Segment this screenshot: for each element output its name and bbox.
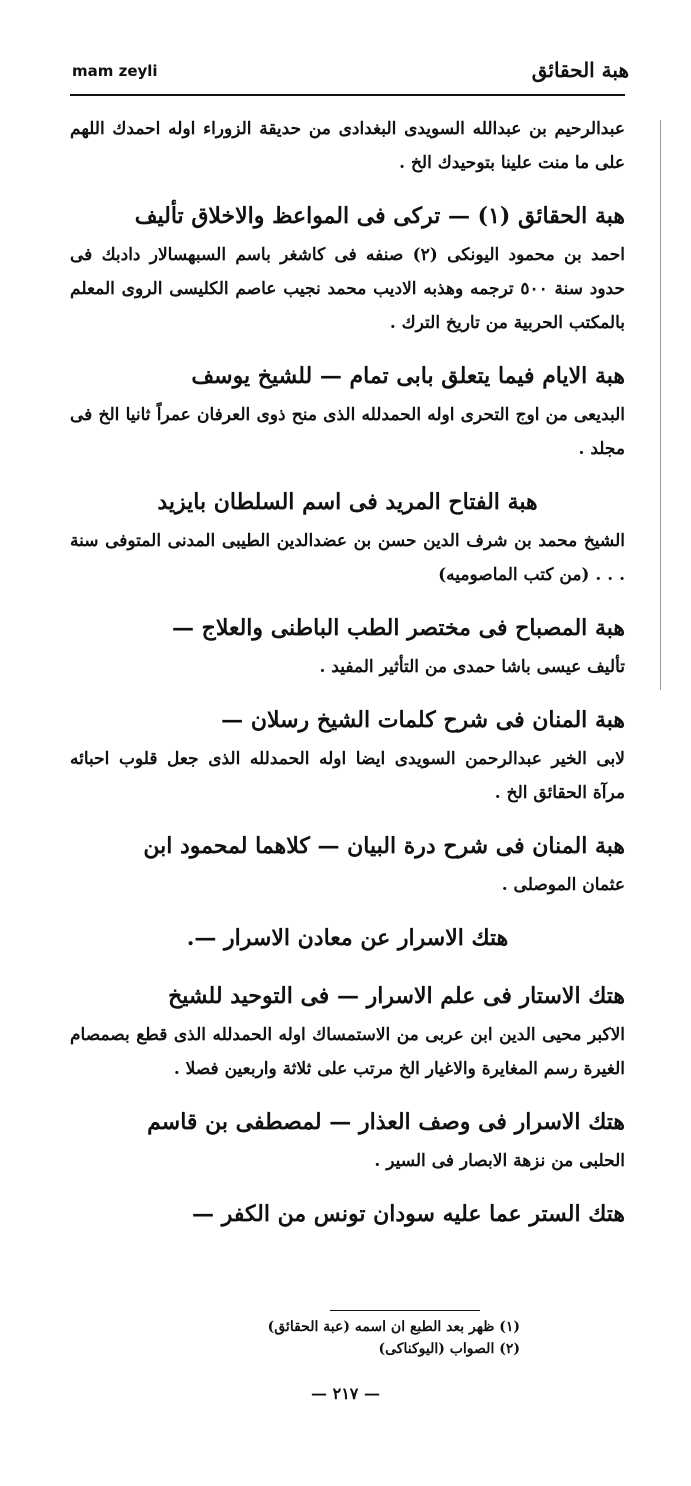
header-rule [70, 94, 625, 96]
footnote: (١) ظهر بعد الطبع ان اسمه (عبة الحقائق) [267, 1319, 520, 1335]
entry [70, 698, 625, 810]
entry-title: هتك الاسرار فى وصف العذار — لمصطفى بن قاسم [147, 1109, 625, 1135]
entry-title: هتك الستر عما عليه سودان تونس من الكفر — [192, 1201, 625, 1227]
entry [70, 112, 625, 180]
footnotes [200, 1316, 630, 1360]
entry-title: هبة المنان فى شرح درة البيان — كلاهما لمحمود ابن [143, 833, 625, 859]
entry-body: الحلبى من نزهة الابصار فى السير . [374, 1151, 625, 1171]
entry [70, 974, 625, 1086]
entry-body: عبدالرحيم بن عبدالله السويدى البغدادى من حديقة الزوراء اوله احمدك اللهم على ما منت علينا بتوحيدك الخ . [70, 119, 625, 173]
entry-title: هبة الحقائق (١) — تركى فى المواعظ والاخلاق تأليف [134, 203, 625, 229]
entry-title: هبة المصباح فى مختصر الطب الباطنى والعلاج — [172, 615, 625, 641]
entry [70, 824, 625, 902]
entry-body: عثمان الموصلى . [501, 875, 625, 895]
entry-body: الشيخ محمد بن شرف الدين حسن بن عضدالدين الطيبى المدنى المتوفى سنة . . . (من كتب الماصوميه) [70, 531, 625, 585]
entry [70, 480, 625, 592]
entry [70, 1100, 625, 1178]
entry-title: هبة الفتاح المريد فى اسم السلطان بايزيد [157, 489, 538, 515]
entry [70, 1192, 625, 1236]
running-header-title: هبة الحقائق [531, 58, 629, 82]
margin-line [660, 120, 661, 690]
entry-title: هبة المنان فى شرح كلمات الشيخ رسلان — [221, 707, 625, 733]
footnote: (٢) الصواب (اليوكناكى) [378, 1341, 520, 1357]
entry-title: هبة الايام فيما يتعلق بابى تمام — للشيخ يوسف [191, 363, 625, 389]
entry-title: هتك الاسرار عن معادن الاسرار —. [186, 925, 509, 951]
entry-body: لابى الخير عبدالرحمن السويدى ايضا اوله الحمدلله الذى جعل قلوب احبائه مرآة الحقائق الخ . [70, 749, 625, 803]
entries-list [70, 112, 625, 1250]
entry [70, 354, 625, 466]
running-header-latin: mam zeyli [72, 62, 158, 80]
entry-body: تأليف عيسى باشا حمدى من التأثير المفيد . [319, 657, 625, 677]
page-number: — ٢١٧ — [311, 1384, 380, 1403]
footnote-rule [330, 1310, 480, 1311]
entry [70, 916, 625, 960]
entry-body: الاكبر محيى الدين ابن عربى من الاستمساك اوله الحمدلله الذى قطع بصمصام الغيرة رسم المغايرة والاغيار الخ مرتب على ثلاثة واربعين فصلا . [70, 1025, 625, 1079]
entry [70, 606, 625, 684]
entry-body: احمد بن محمود اليونكى (٢) صنفه فى كاشغر باسم السبهسالار دادبك فى حدود سنة ٥٠٠ ترجمه وهذبه الاديب محمد نجيب عاصم الكليسى الروى المعلم بالمكتب الحربية من تاريخ الترك . [70, 245, 625, 333]
entry [70, 194, 625, 340]
entry-title: هتك الاستار فى علم الاسرار — فى التوحيد للشيخ [168, 983, 625, 1009]
entry-body: البديعى من اوج التحرى اوله الحمدلله الذى منح ذوى العرفان عمراً ثانيا الخ فى مجلد . [70, 405, 625, 459]
